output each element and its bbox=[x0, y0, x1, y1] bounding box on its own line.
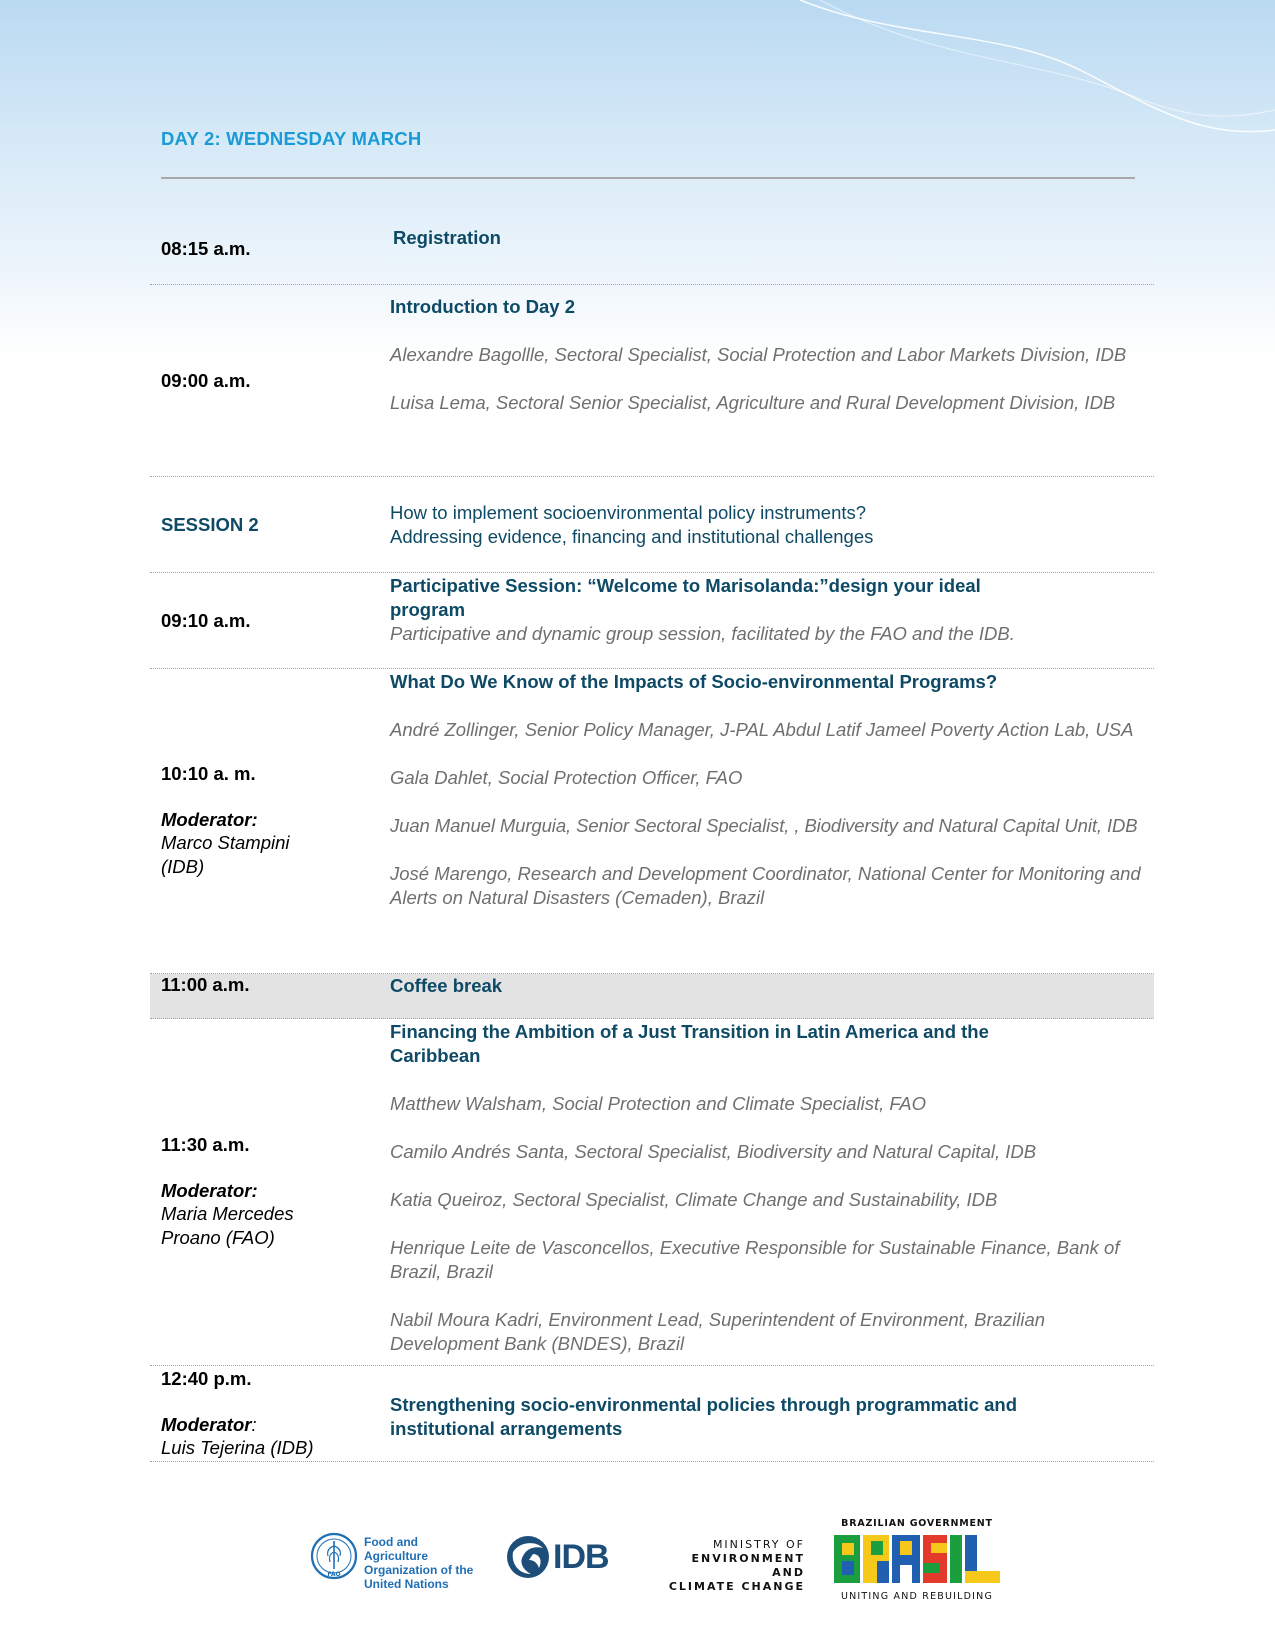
session-title: Participative Session: “Welcome to Marisolanda:”design your ideal program bbox=[390, 575, 981, 620]
schedule-row-financing bbox=[150, 1019, 1154, 1366]
speaker-entry: Gala Dahlet, Social Protection Officer, FAO bbox=[390, 767, 743, 788]
speaker-entry: André Zollinger, Senior Policy Manager, J-PAL Abdul Latif Jameel Poverty Action Lab, USA bbox=[390, 719, 1134, 740]
brazilian-government-logo bbox=[832, 1518, 1002, 1613]
idb-emblem-icon bbox=[505, 1534, 551, 1580]
moderator-name: Luis Tejerina (IDB) bbox=[161, 1437, 314, 1458]
ministry-text-line: MINISTRY OF bbox=[712, 1538, 805, 1551]
header-wave-decoration bbox=[0, 0, 1275, 180]
moderator-label-text: Moderator bbox=[161, 1414, 252, 1435]
time-label: 11:00 a.m. bbox=[161, 974, 250, 995]
time-label: 12:40 p.m. bbox=[161, 1368, 252, 1389]
brasil-bottom-text: UNITING AND REBUILDING bbox=[840, 1591, 994, 1602]
speaker-entry: Luisa Lema, Sectoral Senior Specialist, Agriculture and Rural Development Division, IDB bbox=[390, 392, 1116, 413]
time-label: 09:00 a.m. bbox=[161, 369, 251, 391]
session-theme-line: How to implement socioenvironmental policy instruments? bbox=[390, 501, 867, 523]
moderator-label: Moderator: bbox=[161, 1180, 258, 1201]
schedule-table bbox=[150, 226, 1154, 1462]
fao-text-line: United Nations bbox=[364, 1577, 449, 1591]
session-title: Registration bbox=[393, 227, 501, 248]
fao-logo bbox=[300, 1532, 480, 1591]
schedule-row-coffee-break bbox=[150, 974, 1154, 1019]
session-title: Strengthening socio-environmental policies through programmatic and institutional arrangements bbox=[390, 1393, 1018, 1439]
schedule-row-introduction bbox=[150, 285, 1154, 477]
schedule-row-participative-session bbox=[150, 573, 1154, 669]
session-title: Coffee break bbox=[390, 975, 503, 996]
speaker-entry: Camilo Andrés Santa, Sectoral Specialist, Biodiversity and Natural Capital, IDB bbox=[390, 1141, 1037, 1162]
ministry-logo bbox=[655, 1538, 805, 1593]
session-title: Financing the Ambition of a Just Transition in Latin America and the Caribbean bbox=[390, 1021, 989, 1066]
fao-text-line: Food and Agriculture bbox=[364, 1535, 429, 1563]
speaker-entry: Matthew Walsham, Social Protection and Climate Specialist, FAO bbox=[390, 1093, 927, 1114]
session-description: Participative and dynamic group session, facilitated by the FAO and the IDB. bbox=[390, 623, 1015, 644]
idb-wordmark: IDB bbox=[553, 1538, 609, 1576]
session-title: What Do We Know of the Impacts of Socio-environmental Programs? bbox=[390, 671, 998, 692]
session-number: SESSION 2 bbox=[161, 513, 259, 535]
time-label: 08:15 a.m. bbox=[161, 238, 251, 259]
schedule-row-registration bbox=[150, 226, 1154, 285]
time-label: 11:30 a.m. bbox=[161, 1134, 250, 1155]
brasil-top-text: BRAZILIAN GOVERNMENT bbox=[841, 1518, 993, 1529]
moderator-label: Moderator: bbox=[161, 809, 258, 830]
speaker-entry: Juan Manuel Murguia, Senior Sectoral Specialist, , Biodiversity and Natural Capital Unit, IDB bbox=[390, 815, 1138, 836]
fao-text-line: Organization of the bbox=[364, 1563, 474, 1577]
speaker-entry: Henrique Leite de Vasconcellos, Executive Responsible for Sustainable Finance, Bank of Brazil, Brazil bbox=[390, 1237, 1120, 1282]
brasil-wordmark-icon bbox=[834, 1533, 1000, 1585]
ministry-text-line: CLIMATE CHANGE bbox=[668, 1580, 805, 1593]
speaker-entry: Nabil Moura Kadri, Environment Lead, Superintendent of Environment, Brazilian Development Bank (BNDES), Brazil bbox=[390, 1309, 1046, 1354]
session-theme-line: Addressing evidence, financing and institutional challenges bbox=[390, 525, 874, 547]
schedule-row-session-2 bbox=[150, 477, 1154, 573]
fao-emblem-text: FAO bbox=[327, 1571, 341, 1578]
speaker-entry: José Marengo, Research and Development Coordinator, National Center for Monitoring and Alerts on Natural Disasters (Cemaden), Brazil bbox=[390, 863, 1141, 908]
moderator-name: Marco Stampini (IDB) bbox=[161, 832, 290, 877]
moderator-label bbox=[161, 1414, 390, 1436]
idb-logo bbox=[505, 1534, 625, 1580]
speaker-entry: Alexandre Bagollle, Sectoral Specialist, Social Protection and Labor Markets Division, IDB bbox=[390, 344, 1127, 365]
time-label: 10:10 a. m. bbox=[161, 763, 256, 784]
moderator-name: Maria Mercedes Proano (FAO) bbox=[161, 1203, 294, 1248]
moderator-label-colon: : bbox=[251, 1414, 257, 1435]
page-title: DAY 2: WEDNESDAY MARCH bbox=[161, 128, 422, 149]
footer-logos bbox=[300, 1518, 1020, 1613]
time-label: 09:10 a.m. bbox=[161, 609, 251, 631]
session-title: Introduction to Day 2 bbox=[390, 296, 575, 317]
title-divider bbox=[161, 177, 1135, 179]
schedule-row-strengthening bbox=[150, 1366, 1154, 1462]
schedule-row-impacts bbox=[150, 669, 1154, 974]
fao-emblem-icon bbox=[310, 1532, 358, 1580]
speaker-entry: Katia Queiroz, Sectoral Specialist, Climate Change and Sustainability, IDB bbox=[390, 1189, 998, 1210]
ministry-text-line: ENVIRONMENT AND bbox=[691, 1552, 805, 1579]
